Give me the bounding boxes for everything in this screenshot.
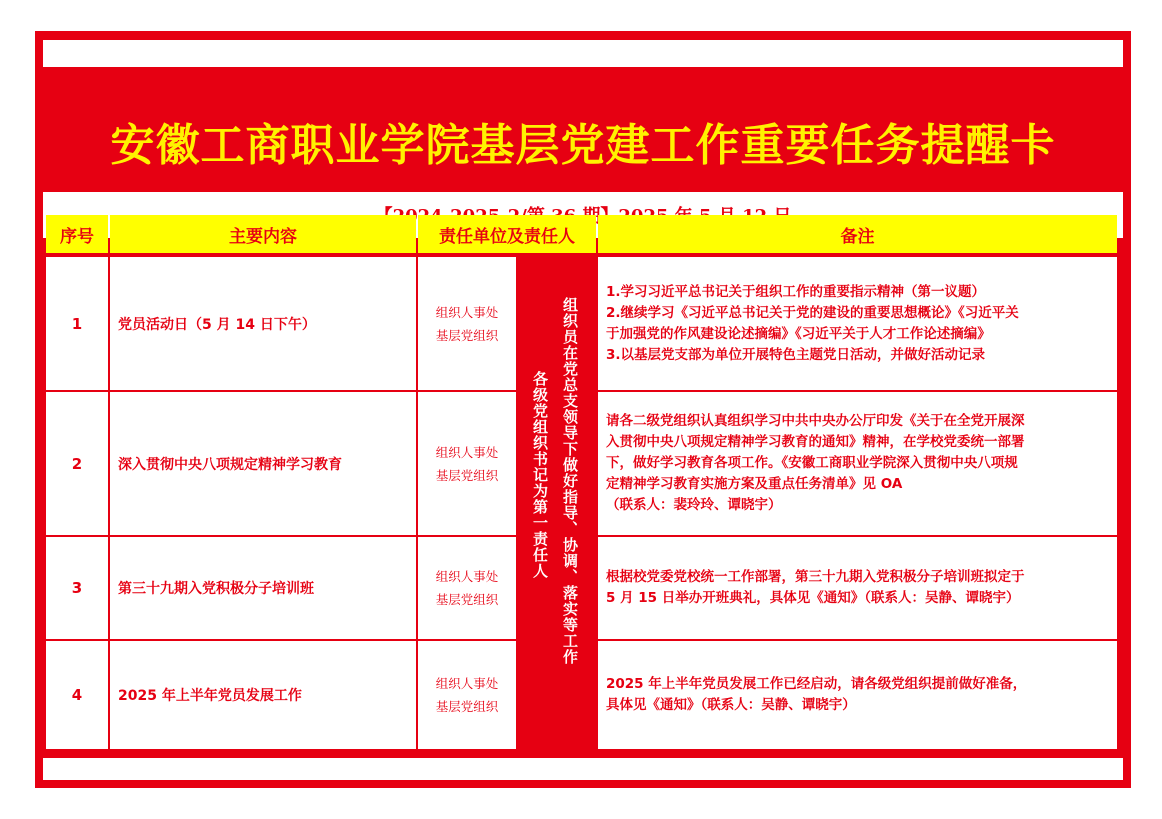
header-content: 主要内容 xyxy=(110,215,416,253)
row-4-unit-1: 组织人事处 xyxy=(435,676,499,691)
remark-line: 于加强党的作风建设论述摘编》《习近平关于人才工作论述摘编》 xyxy=(606,325,991,342)
row-2-content: 深入贯彻中央八项规定精神学习教育 xyxy=(110,392,416,535)
remark-line: 下，做好学习教育各项工作。《安徽工商职业学院深入贯彻中央八项规 xyxy=(606,455,1018,471)
header-seq: 序号 xyxy=(46,215,108,253)
row-3-unit-1: 组织人事处 xyxy=(435,569,499,584)
row-2-units xyxy=(418,392,516,535)
remark-line: 入贯彻中央八项规定精神学习教育的通知》精神，在学校党委统一部署 xyxy=(606,434,1025,450)
row-3-seq: 3 xyxy=(46,537,108,639)
row-2-unit-1: 组织人事处 xyxy=(435,444,499,460)
remark-line: 2025 年上半年党员发展工作已经启动，请各级党组织提前做好准备， xyxy=(606,676,1027,692)
row-3-units xyxy=(418,537,516,639)
coordination-note: 组织员在党总支领导下做好指导、协调、落实等工作 xyxy=(561,297,579,665)
remark-line: 定精神学习教育实施方案及重点任务清单》见 OA xyxy=(606,476,903,492)
row-4-remarks xyxy=(598,641,1117,749)
row-3-content: 第三十九期入党积极分子培训班 xyxy=(110,537,416,639)
remark-line: 具体见《通知》（联系人：吴静、谭晓宇） xyxy=(606,697,856,713)
header-remarks: 备注 xyxy=(598,215,1117,253)
remark-line: 2.继续学习《习近平总书记关于党的建设的重要思想概论》《习近平关 xyxy=(606,304,1019,321)
remark-line: 根据校党委党校统一工作部署，第三十九期入党积极分子培训班拟定于 xyxy=(606,569,1025,585)
row-4-units xyxy=(418,641,516,749)
row-4-content: 2025 年上半年党员发展工作 xyxy=(110,641,416,749)
row-1-unit-2: 基层党组织 xyxy=(435,327,499,343)
row-3-unit-2: 基层党组织 xyxy=(435,592,499,607)
first-responsible-note: 各级党组织书记为第一责任人 xyxy=(531,371,549,579)
row-1-remarks xyxy=(598,257,1117,390)
row-4-seq: 4 xyxy=(46,641,108,749)
row-1-unit-1: 组织人事处 xyxy=(435,304,499,320)
row-4-unit-2: 基层党组织 xyxy=(435,699,499,714)
top-white-bar xyxy=(43,40,1123,67)
row-2-unit-2: 基层党组织 xyxy=(435,467,499,483)
bottom-white-bar xyxy=(43,758,1123,780)
remark-line: 5 月 15 日举办开班典礼，具体见《通知》（联系人：吴静、谭晓宇） xyxy=(606,590,1020,606)
card-title: 安徽工商职业学院基层党建工作重要任务提醒卡 xyxy=(110,120,1056,171)
row-3-remarks xyxy=(598,537,1117,639)
row-2-seq: 2 xyxy=(46,392,108,535)
header-responsible: 责任单位及责任人 xyxy=(418,215,596,253)
row-1-content: 党员活动日（5 月 14 日下午） xyxy=(110,257,416,390)
remark-line: 请各二级党组织认真组织学习中共中央办公厅印发《关于在全党开展深 xyxy=(606,413,1025,429)
remark-line: 1.学习习近平总书记关于组织工作的重要指示精神（第一议题） xyxy=(606,283,986,300)
reminder-card xyxy=(35,31,1131,788)
row-2-remarks xyxy=(598,392,1117,535)
row-1-units xyxy=(418,257,516,390)
remark-line: 3.以基层党支部为单位开展特色主题党日活动，并做好活动记录 xyxy=(606,346,986,363)
row-1-seq: 1 xyxy=(46,257,108,390)
remark-line: （联系人：裴玲玲、谭晓宇） xyxy=(606,497,782,513)
